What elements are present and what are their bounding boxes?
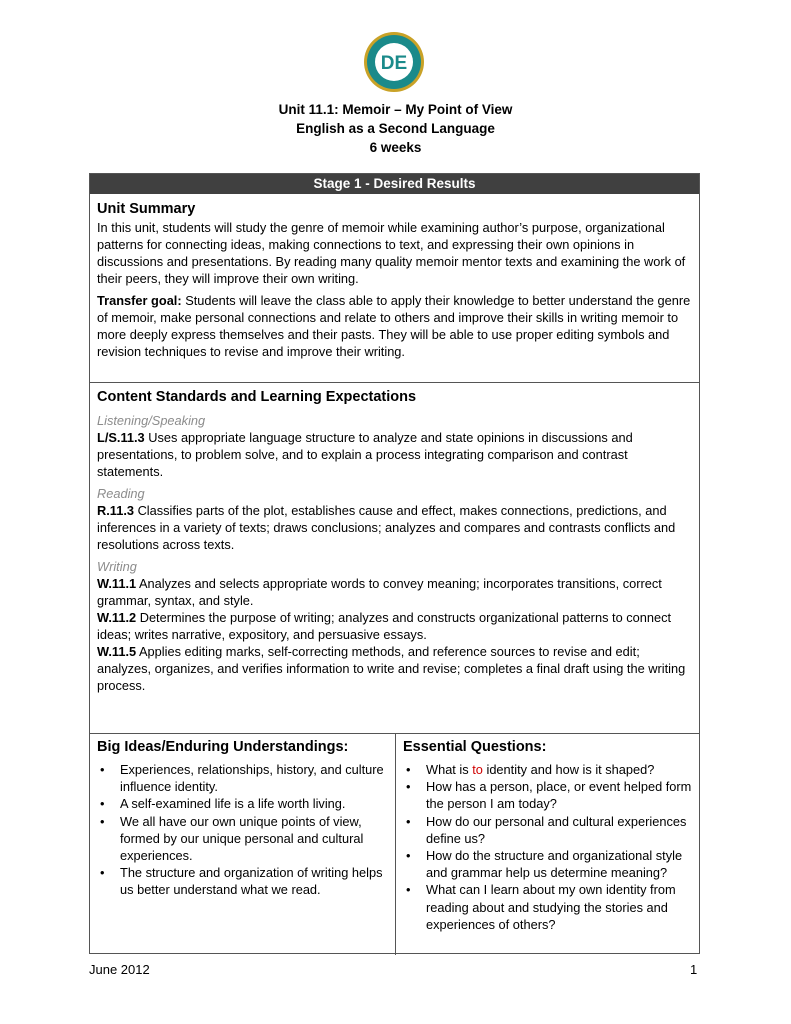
content-standards-heading: Content Standards and Learning Expectations: [97, 389, 417, 405]
standard-text: Determines the purpose of writing; analyzes and constructs organizational patterns to connect ideas; writes narrative, expository, and persuasive essays.: [97, 610, 672, 642]
document-header: [0, 100, 791, 157]
standard-text: Uses appropriate language structure to analyze and state opinions in discussions and presentations, to problem solve, and to explain a process integrating comparison and contrast statements.: [97, 430, 633, 479]
writing-label: Writing: [97, 559, 137, 574]
standard-text: Analyzes and selects appropriate words to convey meaning; incorporates transitions, correct grammar, syntax, and style.: [97, 576, 662, 608]
unit-summary-section: [90, 194, 699, 383]
big-ideas-list: [97, 761, 388, 899]
big-ideas-heading: Big Ideas/Enduring Understandings:: [97, 739, 349, 755]
essential-questions-heading: Essential Questions:: [403, 739, 547, 755]
standard-code: L/S.11.3: [97, 430, 145, 445]
stage-1-table: [89, 173, 700, 954]
list-item: • What is to identity and how is it shaped?: [403, 761, 692, 778]
standard-text: Classifies parts of the plot, establishes cause and effect, makes connections, predictions, and inferences in a variety of texts; draws conclusions; analyzes and compares and contrasts conflicts and resolutions across texts.: [97, 503, 676, 552]
standard-code: W.11.1: [97, 576, 137, 591]
content-standards-section: [90, 383, 699, 734]
big-ideas-cell: [90, 734, 396, 955]
understandings-questions-row: [90, 734, 699, 955]
list-item: • How do the structure and organizational style and grammar help us determine meaning?: [403, 847, 692, 881]
standard-code: W.11.2: [97, 610, 137, 625]
listening-speaking-label: Listening/Speaking: [97, 413, 206, 428]
unit-summary-heading: Unit Summary: [97, 201, 196, 217]
standard-w-11-2: [97, 609, 692, 643]
reading-label: Reading: [97, 486, 145, 501]
standard-w-11-5: [97, 643, 692, 694]
essential-questions-cell: [396, 734, 699, 955]
transfer-goal: [97, 292, 692, 360]
transfer-goal-text: Students will leave the class able to apply their knowledge to better understand the genre of memoir, make personal connections and relate to others and improve their skills in writing memoir to more deeply express themselves and their pasts. They will be able to use proper editing symbols and revision techniques to revise and improve their writing.: [97, 293, 691, 359]
list-item: • We all have our own unique points of view, formed by our unique personal and cultural experiences.: [97, 813, 388, 865]
standard-text: Applies editing marks, self-correcting methods, and reference sources to revise and edit; analyzes, organizes, and verifies information to write and revise; completes a final draft using the writing process.: [97, 644, 686, 693]
list-item: • Experiences, relationships, history, and culture influence identity.: [97, 761, 388, 795]
transfer-goal-label: Transfer goal:: [97, 293, 182, 308]
svg-text:DE: DE: [380, 53, 408, 74]
unit-summary-text: In this unit, students will study the genre of memoir while examining author’s purpose, organizational patterns for connecting ideas, making connections to text, and expressing their own opinions in discussions and presentations. By reading many quality memoir mentor texts and examining the work of their peers, they will improve their own writing.: [97, 220, 686, 286]
footer-date: June 2012: [89, 962, 150, 977]
duration-line: 6 weeks: [369, 140, 422, 155]
list-item: • How do our personal and cultural experiences define us?: [403, 813, 692, 847]
highlighted-word: to: [472, 762, 483, 777]
subject-line: English as a Second Language: [296, 121, 495, 136]
unit-title: Unit 11.1: Memoir – My Point of View: [278, 102, 513, 117]
department-logo: [362, 30, 426, 94]
essential-questions-list: [403, 761, 692, 933]
standard-code: W.11.5: [97, 644, 137, 659]
list-item: • The structure and organization of writing helps us better understand what we read.: [97, 864, 388, 898]
list-item: • What can I learn about my own identity from reading about and studying the stories and experiences of others?: [403, 881, 692, 933]
list-item: • A self-examined life is a life worth living.: [97, 795, 388, 812]
standard-ls-11-3: [97, 429, 692, 480]
standard-r-11-3: [97, 502, 692, 553]
standard-code: R.11.3: [97, 503, 134, 518]
stage-header: Stage 1 - Desired Results: [90, 174, 699, 194]
list-item: • How has a person, place, or event helped form the person I am today?: [403, 778, 692, 812]
page-number: 1: [690, 962, 698, 977]
standard-w-11-1: [97, 575, 692, 609]
